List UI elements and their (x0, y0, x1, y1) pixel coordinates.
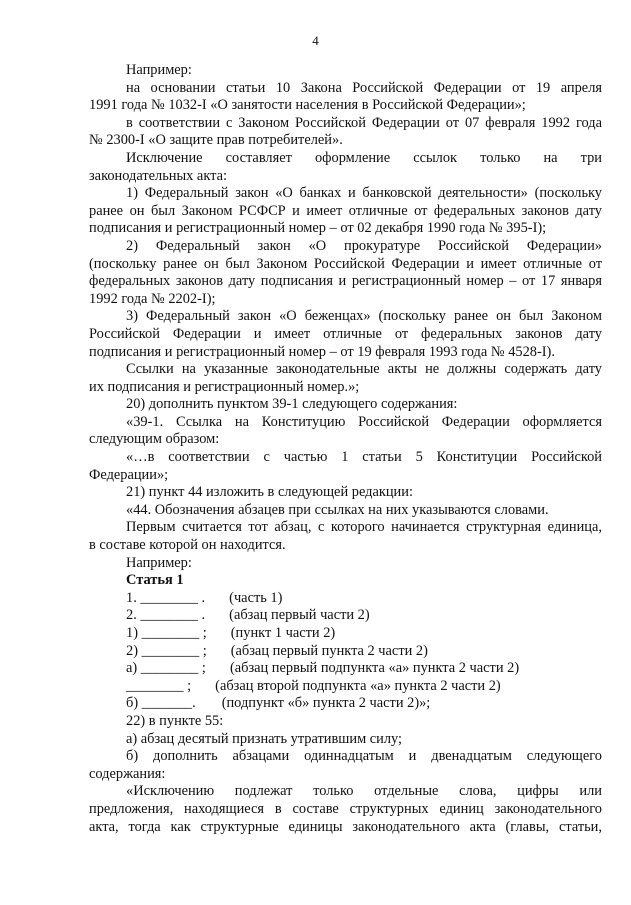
text-line: 22) в пункте 55: (126, 712, 224, 729)
example-row (89, 607, 602, 625)
example-row (89, 590, 602, 608)
text-line: 20) дополнить пунктом 39-1 следующего содержания: (126, 396, 458, 413)
example-row-marker: 2) ________ ; (126, 642, 207, 659)
text-line: 2) Федеральный закон «О прокуратуре Российской Федерации» (126, 237, 602, 254)
text-line: «39-1. Ссылка на Конституцию Российской Федерации оформляется (126, 413, 602, 430)
text-line: следующим образом: (89, 431, 220, 448)
example-row-comment: (абзац первый подпункта «а» пункта 2 части 2) (229, 660, 520, 677)
text-line: № 2300-I «О защите прав потребителей». (89, 132, 343, 149)
example-row-marker: 1) ________ ; (126, 625, 207, 641)
example-row-marker: 2. ________ . (126, 607, 206, 624)
text-line: Например: (126, 62, 192, 78)
text-line: Российской Федерации и имеет отличные от федеральных законов дату (89, 325, 602, 342)
text-line: 1991 года № 1032-I «О занятости населения в Российской Федерации»; (89, 97, 526, 114)
example-row (89, 695, 602, 713)
text-line: подписания и регистрационный номер – от 19 февраля 1993 года № 4528-I). (89, 343, 555, 360)
text-line: их подписания и регистрационный номер.»; (89, 378, 360, 395)
text-line: ранее он был Законом РСФСР и имеет отличные от федеральных законов дату (89, 202, 602, 219)
example-row-marker: 1. ________ . (126, 589, 206, 606)
text-line: Например: (126, 554, 192, 571)
text-line: Федерации»; (89, 466, 169, 483)
text-line: 3) Федеральный закон «О беженцах» (поскольку ранее он был Законом (126, 308, 602, 325)
text-line: «44. Обозначения абзацев при ссылках на них указываются словами. (126, 501, 549, 518)
body-paragraphs-continued (89, 713, 602, 836)
text-line: федеральных законов дату подписания и регистрационный номер – от 17 января (89, 273, 602, 290)
example-row-comment: (подпункт «б» пункта 2 части 2)»; (221, 695, 431, 712)
example-row (89, 625, 602, 643)
text-line: 21) пункт 44 изложить в следующей редакции: (126, 484, 413, 501)
text-line: 1992 года № 2202-I); (89, 290, 216, 307)
example-row (89, 678, 602, 696)
text-line: 1) Федеральный закон «О банках и банковской деятельности» (поскольку (126, 185, 602, 202)
text-line: на основании статьи 10 Закона Российской Федерации от 19 апреля (126, 79, 602, 96)
text-line: а) абзац десятый признать утратившим силу; (126, 730, 403, 747)
example-row-marker: б) _______. (126, 695, 196, 712)
text-line: Ссылки на указанные законодательные акты не должны содержать дату (126, 361, 602, 378)
text-line: Исключение составляет оформление ссылок только на три (126, 149, 602, 166)
example-row-comment: (пункт 1 части 2) (230, 625, 336, 641)
example-row-marker: а) ________ ; (126, 660, 206, 677)
text-line: содержания: (89, 765, 166, 782)
text-line: «Исключению подлежат только отдельные слова, цифры или (126, 783, 602, 800)
example-row-comment: (абзац первый части 2) (229, 607, 370, 624)
text-line: б) дополнить абзацами одиннадцатым и двенадцатым следующего (126, 748, 602, 765)
text-line: подписания и регистрационный номер – от 02 декабря 1990 года № 395-I); (89, 220, 547, 237)
body-paragraphs (89, 62, 602, 590)
example-structure (89, 590, 602, 713)
text-line: Первым считается тот абзац, с которого начинается структурная единица, (126, 519, 602, 536)
example-row-marker: ________ ; (126, 677, 192, 694)
example-row (89, 660, 602, 678)
text-line: в соответствии с Законом Российской Федерации от 07 февраля 1992 года (126, 114, 602, 131)
text-line: Статья 1 (126, 572, 184, 589)
document-body (89, 62, 602, 836)
text-line: «…в соответствии с частью 1 статьи 5 Конституции Российской (126, 449, 602, 466)
text-line: (поскольку ранее он был Законом Российской Федерации и имеет отличные от (89, 255, 602, 272)
text-line: акта, тогда как структурные единицы законодательного акта (главы, статьи, (89, 818, 602, 835)
page-number: 4 (312, 33, 319, 48)
text-line: предложения, находящиеся в составе структурных единиц законодательного (89, 800, 602, 817)
text-line: законодательных акта: (89, 167, 227, 184)
example-row-comment: (абзац первый пункта 2 части 2) (230, 642, 428, 659)
example-row-comment: (часть 1) (229, 589, 283, 606)
example-row (89, 643, 602, 661)
text-line: в составе которой он находится. (89, 537, 286, 554)
example-row-comment: (абзац второй подпункта «а» пункта 2 части 2) (215, 677, 501, 694)
